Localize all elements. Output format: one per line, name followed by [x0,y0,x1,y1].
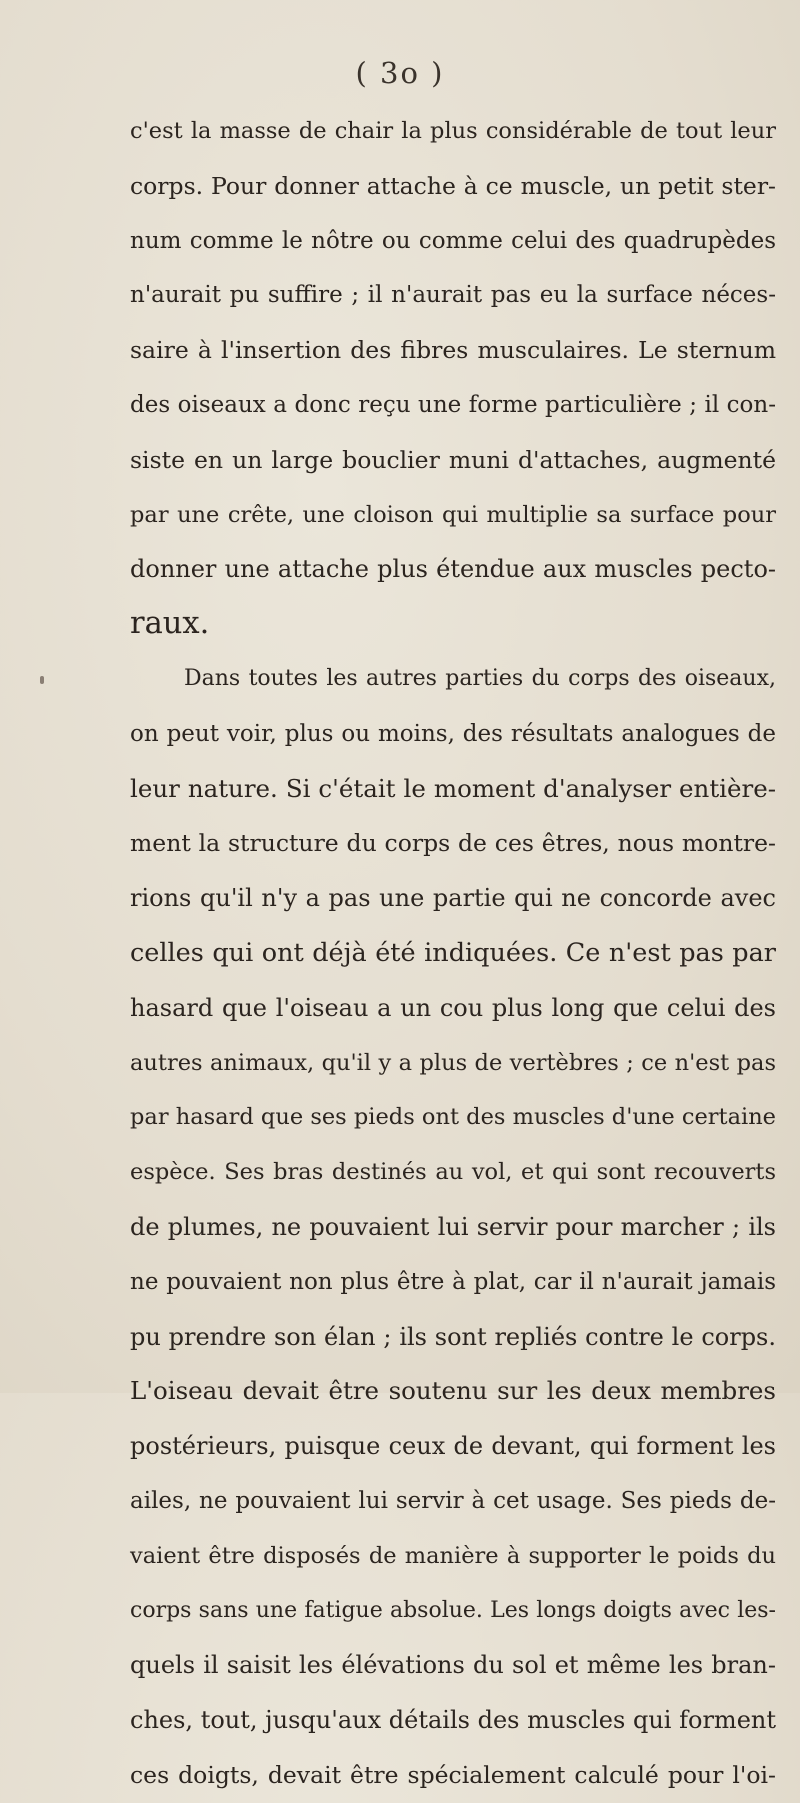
text-line: hasard que l'oiseau a un cou plus long que celui des [130,993,776,1022]
margin-speck [40,676,44,684]
text-line: ne pouvaient non plus être à plat, car il n'aurait jamais [130,1268,776,1295]
text-line: saire à l'insertion des fibres musculaires. Le sternum [130,336,776,365]
text-line: donner une attache plus étendue aux muscles pecto- [130,555,776,584]
text-line: ment la structure du corps de ces êtres, nous montre- [130,829,776,858]
text-line: quels il saisit les élévations du sol et même les bran- [130,1651,776,1680]
text-line: par une crête, une cloison qui multiplie sa surface pour [130,501,776,528]
text-line: autres animaux, qu'il y a plus de vertèbres ; ce n'est pas [130,1049,776,1076]
text-line: des oiseaux a donc reçu une forme particulière ; il con- [130,391,776,418]
page-text [130,104,776,1803]
text-line: n'aurait pu suffire ; il n'aurait pas eu la surface néces- [130,282,776,309]
text-line: pu prendre son élan ; ils sont repliés contre le corps. [130,1322,776,1351]
text-line: rions qu'il n'y a pas une partie qui ne concorde avec [130,884,776,913]
text-line: on peut voir, plus ou moins, des résultats analogues de [130,720,776,747]
text-line: par hasard que ses pieds ont des muscles d'une certaine [130,1104,776,1131]
text-line: num comme le nôtre ou comme celui des quadrupèdes [130,227,776,254]
text-line: ches, tout, jusqu'aux détails des muscles qui forment [130,1706,776,1735]
text-line: corps. Pour donner attache à ce muscle, un petit ster- [130,171,776,200]
text-line: espèce. Ses bras destinés au vol, et qui sont recouverts [130,1159,776,1186]
text-line: de plumes, ne pouvaient lui servir pour marcher ; ils [130,1212,776,1241]
text-line: ailes, ne pouvaient lui servir à cet usage. Ses pieds de- [130,1487,776,1514]
text-line: siste en un large bouclier muni d'attaches, augmenté [130,445,776,474]
paragraph-end-line: raux. [130,606,210,642]
text-line: postérieurs, puisque ceux de devant, qui forment les [130,1432,776,1461]
text-line: c'est la masse de chair la plus considérable de tout leur [130,118,776,144]
page-number: ( 3o ) [355,56,445,90]
text-line: ces doigts, devait être spécialement calculé pour l'oi- [130,1760,776,1789]
text-line: L'oiseau devait être soutenu sur les deux membres [130,1376,776,1406]
paragraph-start-line: Dans toutes les autres parties du corps des oiseaux, [184,665,776,691]
text-line: corps sans une fatigue absolue. Les longs doigts avec les- [130,1597,776,1623]
text-line: vaient être disposés de manière à supporter le poids du [130,1542,776,1569]
text-line: celles qui ont déjà été indiquées. Ce n'est pas par [130,937,776,968]
text-line: leur nature. Si c'était le moment d'analyser entière- [130,773,776,803]
